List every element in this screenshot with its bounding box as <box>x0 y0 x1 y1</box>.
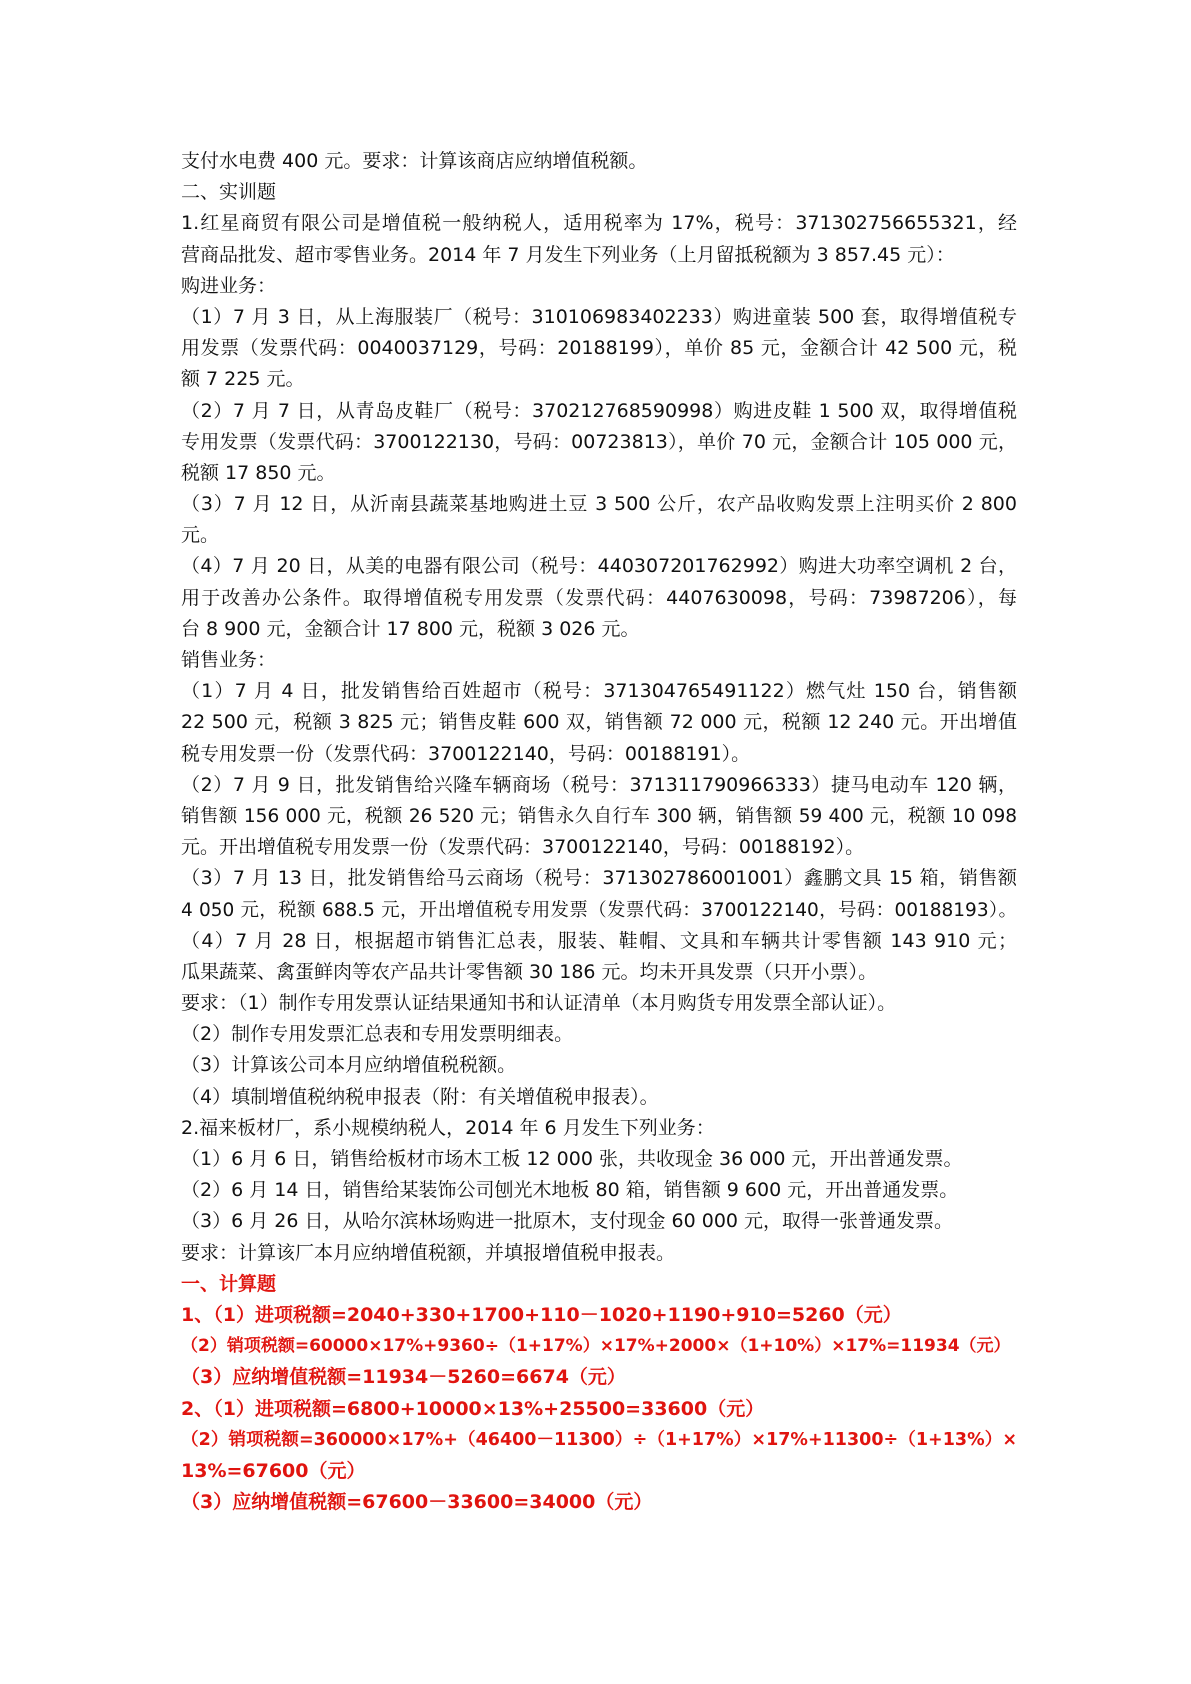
answer-line: 13%=67600（元） <box>181 1459 366 1482</box>
answer-line: （3）应纳增值税额=67600－33600=34000（元） <box>181 1491 653 1514</box>
text-line: （2）制作专用发票汇总表和专用发票明细表。 <box>181 1023 574 1046</box>
answer-line: （3）应纳增值税额=11934－5260=6674（元） <box>181 1366 626 1389</box>
text-line: 购进业务： <box>181 274 277 297</box>
text-line: 税额 17 850 元。 <box>181 461 336 484</box>
text-line: （3）7 月 12 日，从沂南县蔬菜基地购进土豆 3 500 公斤，农产品收购发票上注明买价 2 800 <box>181 493 1017 516</box>
text-line: （1）6 月 6 日，销售给板材市场木工板 12 000 张，共收现金 36 000 元，开出普通发票。 <box>181 1148 963 1170</box>
text-line: 专用发票（发票代码：3700122130，号码：00723813），单价 70 元，金额合计 105 000 元， <box>181 430 1017 453</box>
text-line: 额 7 225 元。 <box>181 368 305 391</box>
text-line: （2）7 月 7 日，从青岛皮鞋厂（税号：370212768590998）购进皮鞋 1 500 双，取得增值税 <box>181 399 1017 422</box>
text-line: 4 050 元，税额 688.5 元，开出增值税专用发票（发票代码：3700122140，号码：00188193）。 <box>181 899 1017 921</box>
answer-line: （2）销项税额=360000×17%+（46400－11300）÷（1+17%）×17%+11300÷（1+13%）× <box>181 1429 1017 1450</box>
text-line: 营商品批发、超市零售业务。2014 年 7 月发生下列业务（上月留抵税额为 3 857.45 元）： <box>181 243 955 266</box>
answer-line: 一、计算题 <box>181 1272 277 1295</box>
text-line: 税专用发票一份（发票代码：3700122140，号码：00188191）。 <box>181 742 751 765</box>
text-line: 元。 <box>181 524 220 547</box>
text-line: 1.红星商贸有限公司是增值税一般纳税人，适用税率为 17%，税号：371302756655321，经 <box>181 212 1017 235</box>
text-line: 2.福来板材厂，系小规模纳税人，2014 年 6 月发生下列业务： <box>181 1116 715 1139</box>
text-line: 要求：（1）制作专用发票认证结果通知书和认证清单（本月购货专用发票全部认证）。 <box>181 992 897 1015</box>
answer-line: （2）销项税额=60000×17%+9360÷（1+17%）×17%+2000×（1+10%）×17%=11934（元） <box>181 1336 1011 1357</box>
text-line: 要求：计算该厂本月应纳增值税额，并填报增值税申报表。 <box>181 1241 676 1264</box>
text-line: 销售业务： <box>181 649 277 671</box>
text-line: 台 8 900 元，金额合计 17 800 元，税额 3 026 元。 <box>181 617 640 640</box>
answer-line: 1、（1）进项税额=2040+330+1700+110－1020+1190+910=5260（元） <box>181 1303 902 1326</box>
text-line: 22 500 元，税额 3 825 元；销售皮鞋 600 双，销售额 72 000 元，税额 12 240 元。开出增值 <box>181 711 1017 734</box>
text-line: （3）计算该公司本月应纳增值税税额。 <box>181 1054 517 1077</box>
text-line: （2）7 月 9 日，批发销售给兴隆车辆商场（税号：371311790966333）捷马电动车 120 辆， <box>181 773 1017 796</box>
document-page <box>181 146 1017 1518</box>
text-line: （4）7 月 20 日，从美的电器有限公司（税号：440307201762992）购进大功率空调机 2 台， <box>181 555 1017 578</box>
text-line: 用发票（发票代码：0040037129，号码：20188199），单价 85 元，金额合计 42 500 元，税 <box>181 337 1017 360</box>
text-line: 二、实训题 <box>181 181 277 204</box>
text-line: （3）6 月 26 日，从哈尔滨林场购进一批原木，支付现金 60 000 元，取得一张普通发票。 <box>181 1210 954 1233</box>
text-line: （4）填制增值税纳税申报表（附：有关增值税申报表）。 <box>181 1085 659 1108</box>
text-line: （2）6 月 14 日，销售给某装饰公司刨光木地板 80 箱，销售额 9 600 元，开出普通发票。 <box>181 1179 959 1202</box>
text-line: 瓜果蔬菜、禽蛋鲜肉等农产品共计零售额 30 186 元。均未开具发票（只开小票）。 <box>181 960 878 983</box>
text-line: （3）7 月 13 日，批发销售给马云商场（税号：371302786001001）鑫鹏文具 15 箱，销售额 <box>181 867 1017 890</box>
text-line: 销售额 156 000 元，税额 26 520 元；销售永久自行车 300 辆，销售额 59 400 元，税额 10 098 <box>181 805 1017 827</box>
text-line: 元。开出增值税专用发票一份（发票代码：3700122140，号码：00188192）。 <box>181 836 865 859</box>
text-line: 用于改善办公条件。取得增值税专用发票（发票代码：4407630098，号码：73987206），每 <box>181 586 1017 609</box>
text-line: （1）7 月 4 日，批发销售给百姓超市（税号：371304765491122）燃气灶 150 台，销售额 <box>181 680 1017 703</box>
text-line: （1）7 月 3 日，从上海服装厂（税号：310106983402233）购进童装 500 套，取得增值税专 <box>181 305 1017 328</box>
answer-line: 2、（1）进项税额=6800+10000×13%+25500=33600（元） <box>181 1397 765 1420</box>
text-line: （4）7 月 28 日，根据超市销售汇总表，服装、鞋帽、文具和车辆共计零售额 143 910 元； <box>181 929 1017 952</box>
text-line: 支付水电费 400 元。要求：计算该商店应纳增值税额。 <box>181 150 648 172</box>
